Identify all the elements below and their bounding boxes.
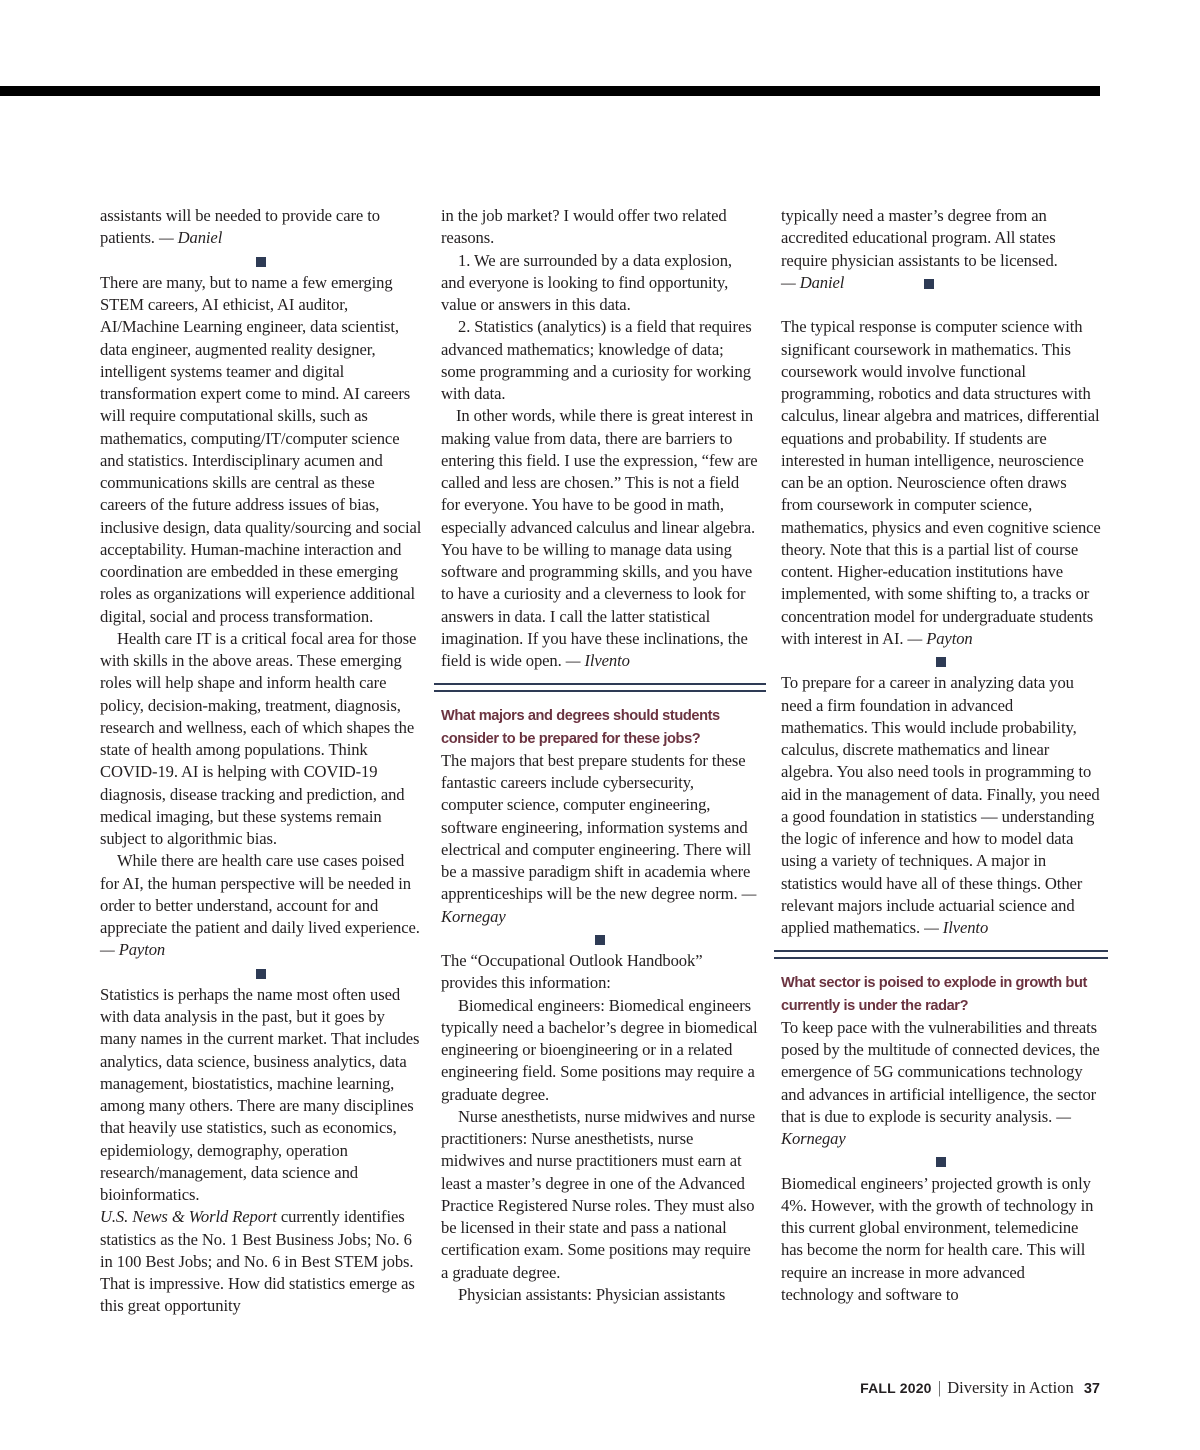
paragraph: typically need a master’s degree from an accredited educational program. All states require physician assistants to be licensed. — Daniel bbox=[781, 206, 1058, 292]
header-rule bbox=[0, 86, 1100, 96]
paragraph: Health care IT is a critical focal area for those with skills in the above areas. These emerging roles will help shape and inform health care policy, decision-making, treatment, diagnosis, research and wellness, each of which shapes the state of health among populations. Think COVID-19. AI is helping with COVID-19 diagnosis, disease tracking and prediction, and medical imaging, but these systems remain subject to algorithmic bias. bbox=[100, 628, 417, 848]
square-icon bbox=[936, 1157, 946, 1167]
square-icon bbox=[936, 657, 946, 667]
section-separator bbox=[441, 928, 759, 950]
attribution: — Daniel bbox=[158, 228, 223, 248]
paragraph: U.S. News & World Report currently identifies statistics as the No. 1 Best Business Jobs; No. 6 in 100 Best Jobs; and No. 6 in Best STEM jobs. That is impressive. How did statistics emerge as this great opportunity bbox=[100, 1207, 415, 1316]
section-separator-space bbox=[781, 294, 1101, 316]
paragraph: To keep pace with the vulnerabilities and threats posed by the multitude of connected devices, the emergence of 5G communications technology and advances in artificial intelligence, the sector that is due to explode is security analysis. — Kornegay bbox=[781, 1017, 1100, 1148]
paragraph: The typical response is computer science with significant coursework in mathematics. This coursework would involve functional programming, robotics and data structures with calculus, linear algebra and matrices, differential equations and probability. If students are interested in human intelligence, neuroscience can be an option. Neuroscience often draws from coursework in computer science, mathematics, physics and even cognitive science theory. Note that this is a partial list of course content. Higher-education institutions have implemented, with some shifting to, a tracks or concentration model for undergraduate students with interest in AI. — Payton bbox=[781, 317, 1101, 648]
attribution: — Payton bbox=[100, 940, 166, 960]
attribution: — Daniel bbox=[781, 272, 845, 292]
paragraph: Nurse anesthetists, nurse midwives and nurse practitioners: Nurse anesthetists, nurse midwives and nurse practitioners must earn at least a master’s degree in one of the Advanced Practice Registered Nurse roles. They must also be licensed in their state and pass a national certification exam. Some positions may require a graduate degree. bbox=[441, 1106, 755, 1282]
paragraph: 1. We are surrounded by a data explosion, and everyone is looking to find opportunity, value or answers in this data. bbox=[441, 250, 732, 314]
attribution: — Ilvento bbox=[565, 651, 630, 670]
square-icon bbox=[595, 935, 605, 945]
section-separator bbox=[100, 250, 422, 272]
paragraph: Physician assistants: Physician assistants bbox=[458, 1284, 726, 1304]
square-icon bbox=[256, 257, 266, 267]
column-2 bbox=[441, 205, 759, 1306]
square-icon bbox=[256, 969, 266, 979]
section-separator bbox=[100, 962, 422, 984]
attribution: — Kornegay bbox=[441, 884, 757, 926]
question-heading: What sector is poised to explode in growth but currently is under the radar? bbox=[781, 975, 1087, 1014]
attribution: — Payton bbox=[907, 628, 973, 648]
attribution: — Ilvento bbox=[924, 918, 989, 937]
section-separator bbox=[781, 650, 1101, 672]
paragraph: There are many, but to name a few emerging STEM careers, AI ethicist, AI auditor, AI/Machine Learning engineer, data scientist, data engineer, augmented reality designer, intelligent systems teamer and digital transformation expert come to mind. AI careers will require computational skills, such as mathematics, computing/IT/computer science and statistics. Interdisciplinary acumen and communications skills are central as these careers of the future address issues of bias, inclusive design, data quality/sourcing and social acceptability. Human-machine interaction and coordination are embedded in these emerging roles as organizations will experience additional digital, social and process transformation. bbox=[100, 272, 422, 626]
attribution: — Kornegay bbox=[781, 1106, 1071, 1148]
paragraph: The “Occupational Outlook Handbook” provides this information: bbox=[441, 951, 703, 993]
paragraph: Biomedical engineers’ projected growth is only 4%. However, with the growth of technology in this current global environment, telemedicine has become the norm for health care. This will require an increase in more advanced technology and software to bbox=[781, 1173, 1094, 1304]
question-heading: What majors and degrees should students consider to be prepared for these jobs? bbox=[441, 708, 720, 747]
paragraph: To prepare for a career in analyzing data you need a firm foundation in advanced mathematics. This would include probability, calculus, discrete mathematics and linear algebra. You also need tools in programming to aid in the management of data. Finally, you need a good foundation in statistics — understanding the logic of inference and how to model data using a variety of techniques. A major in statistics would have all of these things. Other relevant majors include actuarial science and applied mathematics. — Ilvento bbox=[781, 673, 1100, 937]
page-number: 37 bbox=[1083, 1381, 1100, 1397]
paragraph: Statistics is perhaps the name most often used with data analysis in the past, but it goes by many names in the current market. That includes analytics, data science, business analytics, data management, biostatistics, machine learning, among many others. There are many disciplines that heavily use statistics, such as economics, epidemiology, demography, operation research/management, data science and bioinformatics. bbox=[100, 984, 420, 1204]
paragraph: in the job market? I would offer two related reasons. bbox=[441, 206, 727, 248]
page-footer bbox=[860, 1378, 1100, 1399]
publication-name: U.S. News & World Report bbox=[100, 1207, 277, 1227]
column-3 bbox=[781, 205, 1101, 1306]
column-1 bbox=[100, 205, 422, 1318]
square-icon bbox=[924, 279, 934, 289]
paragraph: The majors that best prepare students for these fantastic careers include cybersecurity, computer science, computer engineering, software engineering, information systems and electrical and computer engineering. There will be a massive paradigm shift in academia where apprenticeships will be the new degree norm. — Kornegay bbox=[441, 750, 757, 926]
section-separator bbox=[781, 1150, 1101, 1172]
paragraph: In other words, while there is great interest in making value from data, there are barriers to entering this field. I use the expression, “few are called and less are chosen.” This is not a field for everyone. You have to be good in math, especially advanced calculus and linear algebra. You have to be willing to manage data using software and programming skills, and you have to have a curiosity and a cleverness to look for answers in data. I call the latter statistical imagination. If you have these inclinations, the field is wide open. — Ilvento bbox=[441, 406, 758, 670]
double-rule-divider bbox=[441, 683, 759, 692]
paragraph: assistants will be needed to provide care to patients. — Daniel bbox=[100, 206, 380, 248]
paragraph: Biomedical engineers: Biomedical engineers typically need a bachelor’s degree in biomedical engineering or bioengineering or in a related engineering field. Some positions may require a graduate degree. bbox=[441, 995, 758, 1104]
publication-title: Diversity in Action bbox=[947, 1378, 1074, 1397]
paragraph: 2. Statistics (analytics) is a field that requires advanced mathematics; knowledge of data; some programming and a curiosity for working with data. bbox=[441, 317, 752, 403]
paragraph: While there are health care use cases poised for AI, the human perspective will be needed in order to better understand, account for and appreciate the patient and daily lived experience. — Payton bbox=[100, 851, 420, 960]
footer-separator: | bbox=[937, 1378, 942, 1397]
double-rule-divider bbox=[781, 950, 1101, 959]
issue-season: FALL 2020 bbox=[860, 1380, 932, 1396]
